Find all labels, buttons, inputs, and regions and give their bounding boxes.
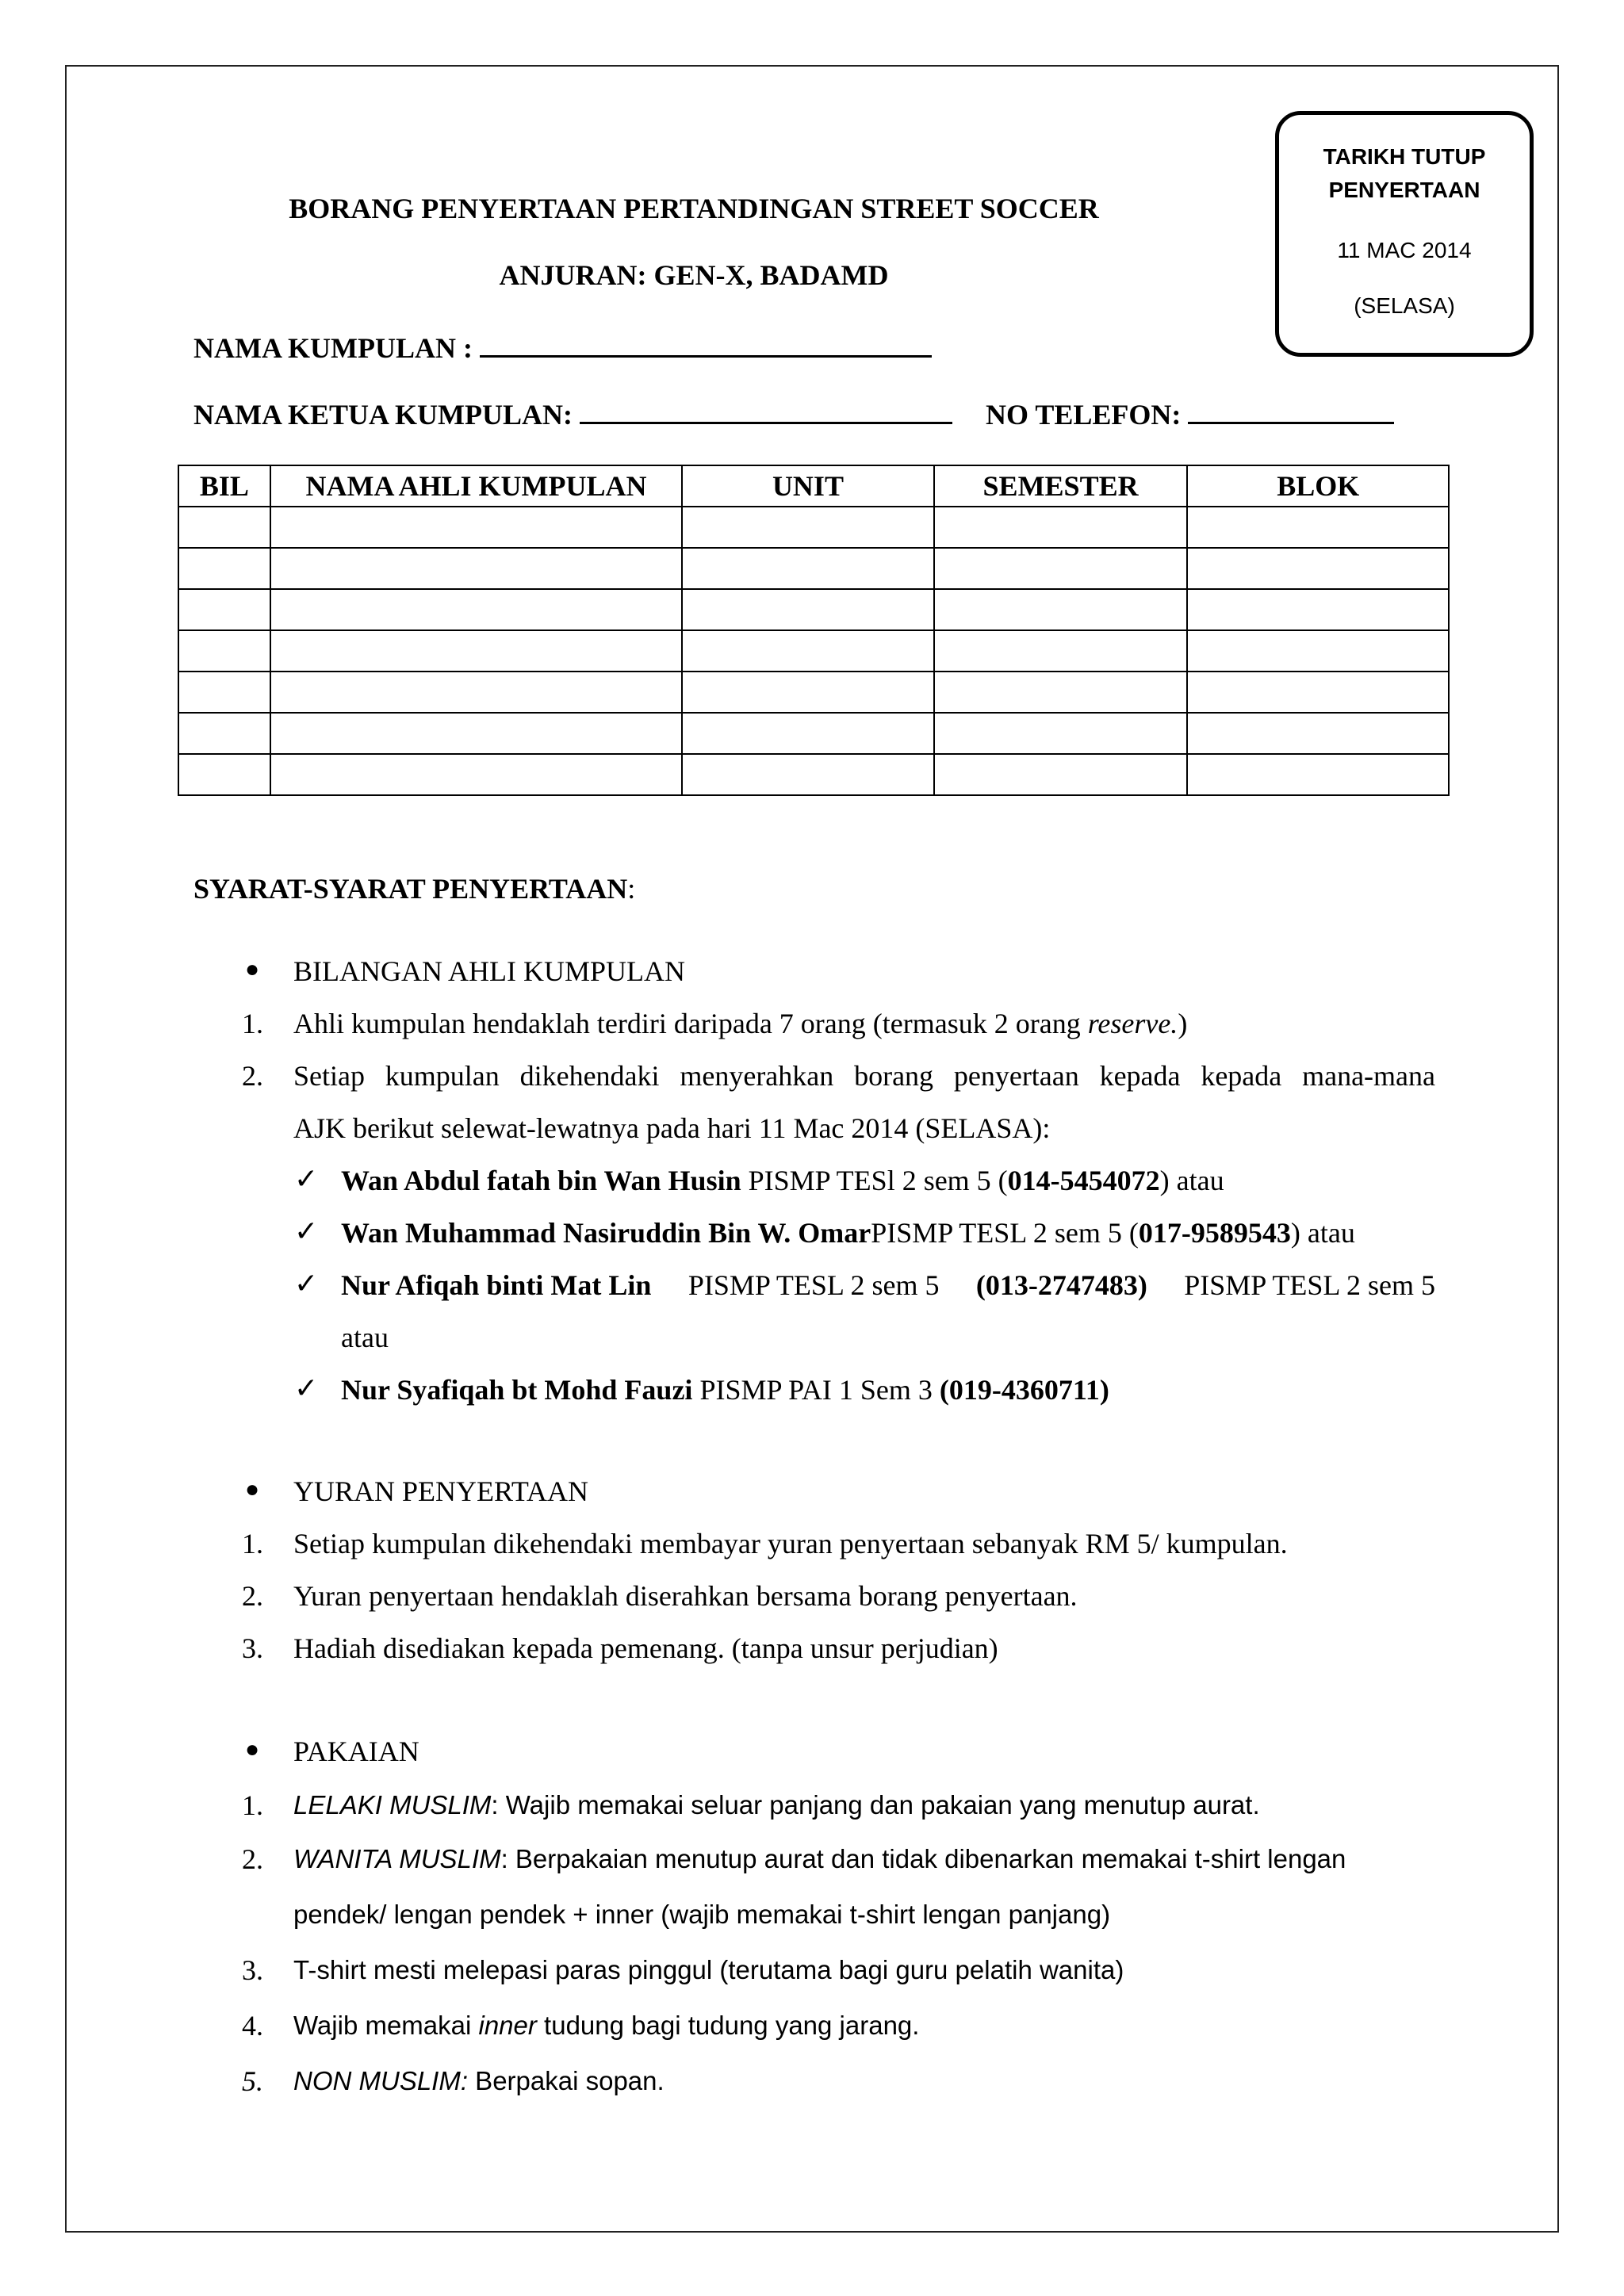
fees-rule-1: Setiap kumpulan dikehendaki membayar yuran penyertaan sebanyak RM 5/ kumpulan. [293,1528,1288,1559]
group-name-field [193,328,932,365]
item-number: 1. [242,1008,263,1039]
bullet-icon: ● [245,956,260,982]
item-number: 3. [242,1954,263,1986]
bullet-icon: ● [245,1736,260,1762]
table-cell[interactable] [270,589,682,630]
item-number: 5. [242,2065,263,2097]
item-number: 1. [242,1528,263,1559]
fees-rule-3: Hadiah disediakan kepada pemenang. (tanpa unsur perjudian) [293,1632,998,1664]
item-number: 2. [242,1843,263,1875]
table-cell[interactable] [178,589,270,630]
item-number: 4. [242,2010,263,2042]
item-number: 1. [242,1789,263,1821]
table-cell[interactable] [682,507,934,548]
table-cell[interactable] [934,589,1188,630]
members-rule-2-line1: Setiap kumpulan dikehendaki menyerahkan borang penyertaan kepada kepada mana-mana [293,1060,1435,1092]
table-cell[interactable] [270,672,682,713]
table-cell[interactable] [178,548,270,589]
attire-rule-2-line2: pendek/ lengan pendek + inner (wajib memakai t-shirt lengan panjang) [293,1900,1111,1929]
deadline-title: TARIKH TUTUP PENYERTAAN [1323,144,1486,202]
table-cell[interactable] [178,507,270,548]
table-row [178,589,1449,630]
deadline-date: 11 MAC 2014 [1337,238,1472,262]
table-cell[interactable] [178,713,270,754]
table-cell[interactable] [934,713,1188,754]
table-cell[interactable] [1187,713,1449,754]
bullet-icon: ● [245,1476,260,1502]
table-cell[interactable] [1187,754,1449,795]
table-cell[interactable] [1187,630,1449,672]
item-number: 3. [242,1632,263,1664]
table-cell[interactable] [270,507,682,548]
contact-1: Wan Abdul fatah bin Wan Husin PISMP TESl 2 sem 5 (014-5454072) atau [341,1165,1224,1196]
table-row [178,754,1449,795]
table-cell[interactable] [270,630,682,672]
table-row [178,672,1449,713]
table-cell[interactable] [1187,589,1449,630]
phone-label: NO TELEFON: [985,399,1182,430]
check-icon: ✓ [294,1372,319,1404]
group-name-label: NAMA KUMPULAN : [193,332,473,364]
table-cell[interactable] [682,630,934,672]
table-cell[interactable] [682,672,934,713]
table-cell[interactable] [682,754,934,795]
attire-rule-3: T-shirt mesti melepasi paras pinggul (terutama bagi guru pelatih wanita) [293,1955,1124,1984]
table-row [178,507,1449,548]
attire-rule-5: NON MUSLIM: Berpakai sopan. [293,2066,665,2095]
organizer-line: ANJURAN: GEN-X, BADAMD [499,259,889,291]
leader-name-blank[interactable] [580,395,952,424]
attire-rule-4: Wajib memakai inner tudung bagi tudung yang jarang. [293,2011,920,2040]
table-cell[interactable] [1187,548,1449,589]
item-number: 2. [242,1580,263,1612]
table-cell[interactable] [682,713,934,754]
requirements-heading: SYARAT-SYARAT PENYERTAAN: [193,873,636,905]
table-cell[interactable] [270,754,682,795]
leader-label: NAMA KETUA KUMPULAN: [193,399,573,430]
col-header-unit: UNIT [682,465,934,507]
col-header-bil: BIL [178,465,270,507]
members-section-title: BILANGAN AHLI KUMPULAN [293,955,685,987]
check-icon: ✓ [294,1162,319,1195]
table-cell[interactable] [1187,672,1449,713]
contact-3-wrap: atau [341,1322,389,1353]
table-cell[interactable] [270,713,682,754]
table-row [178,548,1449,589]
table-cell[interactable] [934,672,1188,713]
form-title: BORANG PENYERTAAN PERTANDINGAN STREET SOCCER [289,193,1099,224]
table-cell[interactable] [934,548,1188,589]
table-cell[interactable] [178,754,270,795]
contact-2: Wan Muhammad Nasiruddin Bin W. OmarPISMP TESL 2 sem 5 (017-9589543) atau [341,1217,1355,1249]
attire-section-title: PAKAIAN [293,1735,419,1767]
table-cell[interactable] [934,507,1188,548]
attire-rule-2-line1: WANITA MUSLIM: Berpakaian menutup aurat dan tidak dibenarkan memakai t-shirt lengan [293,1844,1346,1873]
table-header-row [178,465,1449,507]
contact-3: Nur Afiqah binti Mat Lin PISMP TESL 2 sem 5 (013-2747483) PISMP TESL 2 sem 5 [341,1269,1435,1301]
fees-section-title: YURAN PENYERTAAN [293,1475,588,1507]
table-row [178,630,1449,672]
table-cell[interactable] [934,754,1188,795]
col-header-semester: SEMESTER [934,465,1188,507]
attire-rule-1: LELAKI MUSLIM: Wajib memakai seluar panjang dan pakaian yang menutup aurat. [293,1790,1260,1820]
table-cell[interactable] [178,672,270,713]
table-cell[interactable] [178,630,270,672]
table-row [178,713,1449,754]
members-rule-1: Ahli kumpulan hendaklah terdiri daripada 7 orang (termasuk 2 orang reserve.) [293,1008,1188,1039]
table-cell[interactable] [270,548,682,589]
check-icon: ✓ [294,1267,319,1299]
group-name-blank[interactable] [480,328,932,358]
table-cell[interactable] [1187,507,1449,548]
leader-field [193,395,1394,431]
item-number: 2. [242,1060,263,1092]
table-cell[interactable] [682,589,934,630]
deadline-day: (SELASA) [1354,293,1455,318]
col-header-blok: BLOK [1187,465,1449,507]
check-icon: ✓ [294,1215,319,1247]
table-cell[interactable] [682,548,934,589]
members-rule-2-line2: AJK berikut selewat-lewatnya pada hari 11 Mac 2014 (SELASA): [293,1112,1051,1144]
col-header-name: NAMA AHLI KUMPULAN [270,465,682,507]
contact-4: Nur Syafiqah bt Mohd Fauzi PISMP PAI 1 Sem 3 (019-4360711) [341,1374,1109,1406]
table-cell[interactable] [934,630,1188,672]
deadline-box [1275,111,1534,357]
fees-rule-2: Yuran penyertaan hendaklah diserahkan bersama borang penyertaan. [293,1580,1078,1612]
members-table [178,465,1450,796]
phone-blank[interactable] [1188,395,1394,424]
